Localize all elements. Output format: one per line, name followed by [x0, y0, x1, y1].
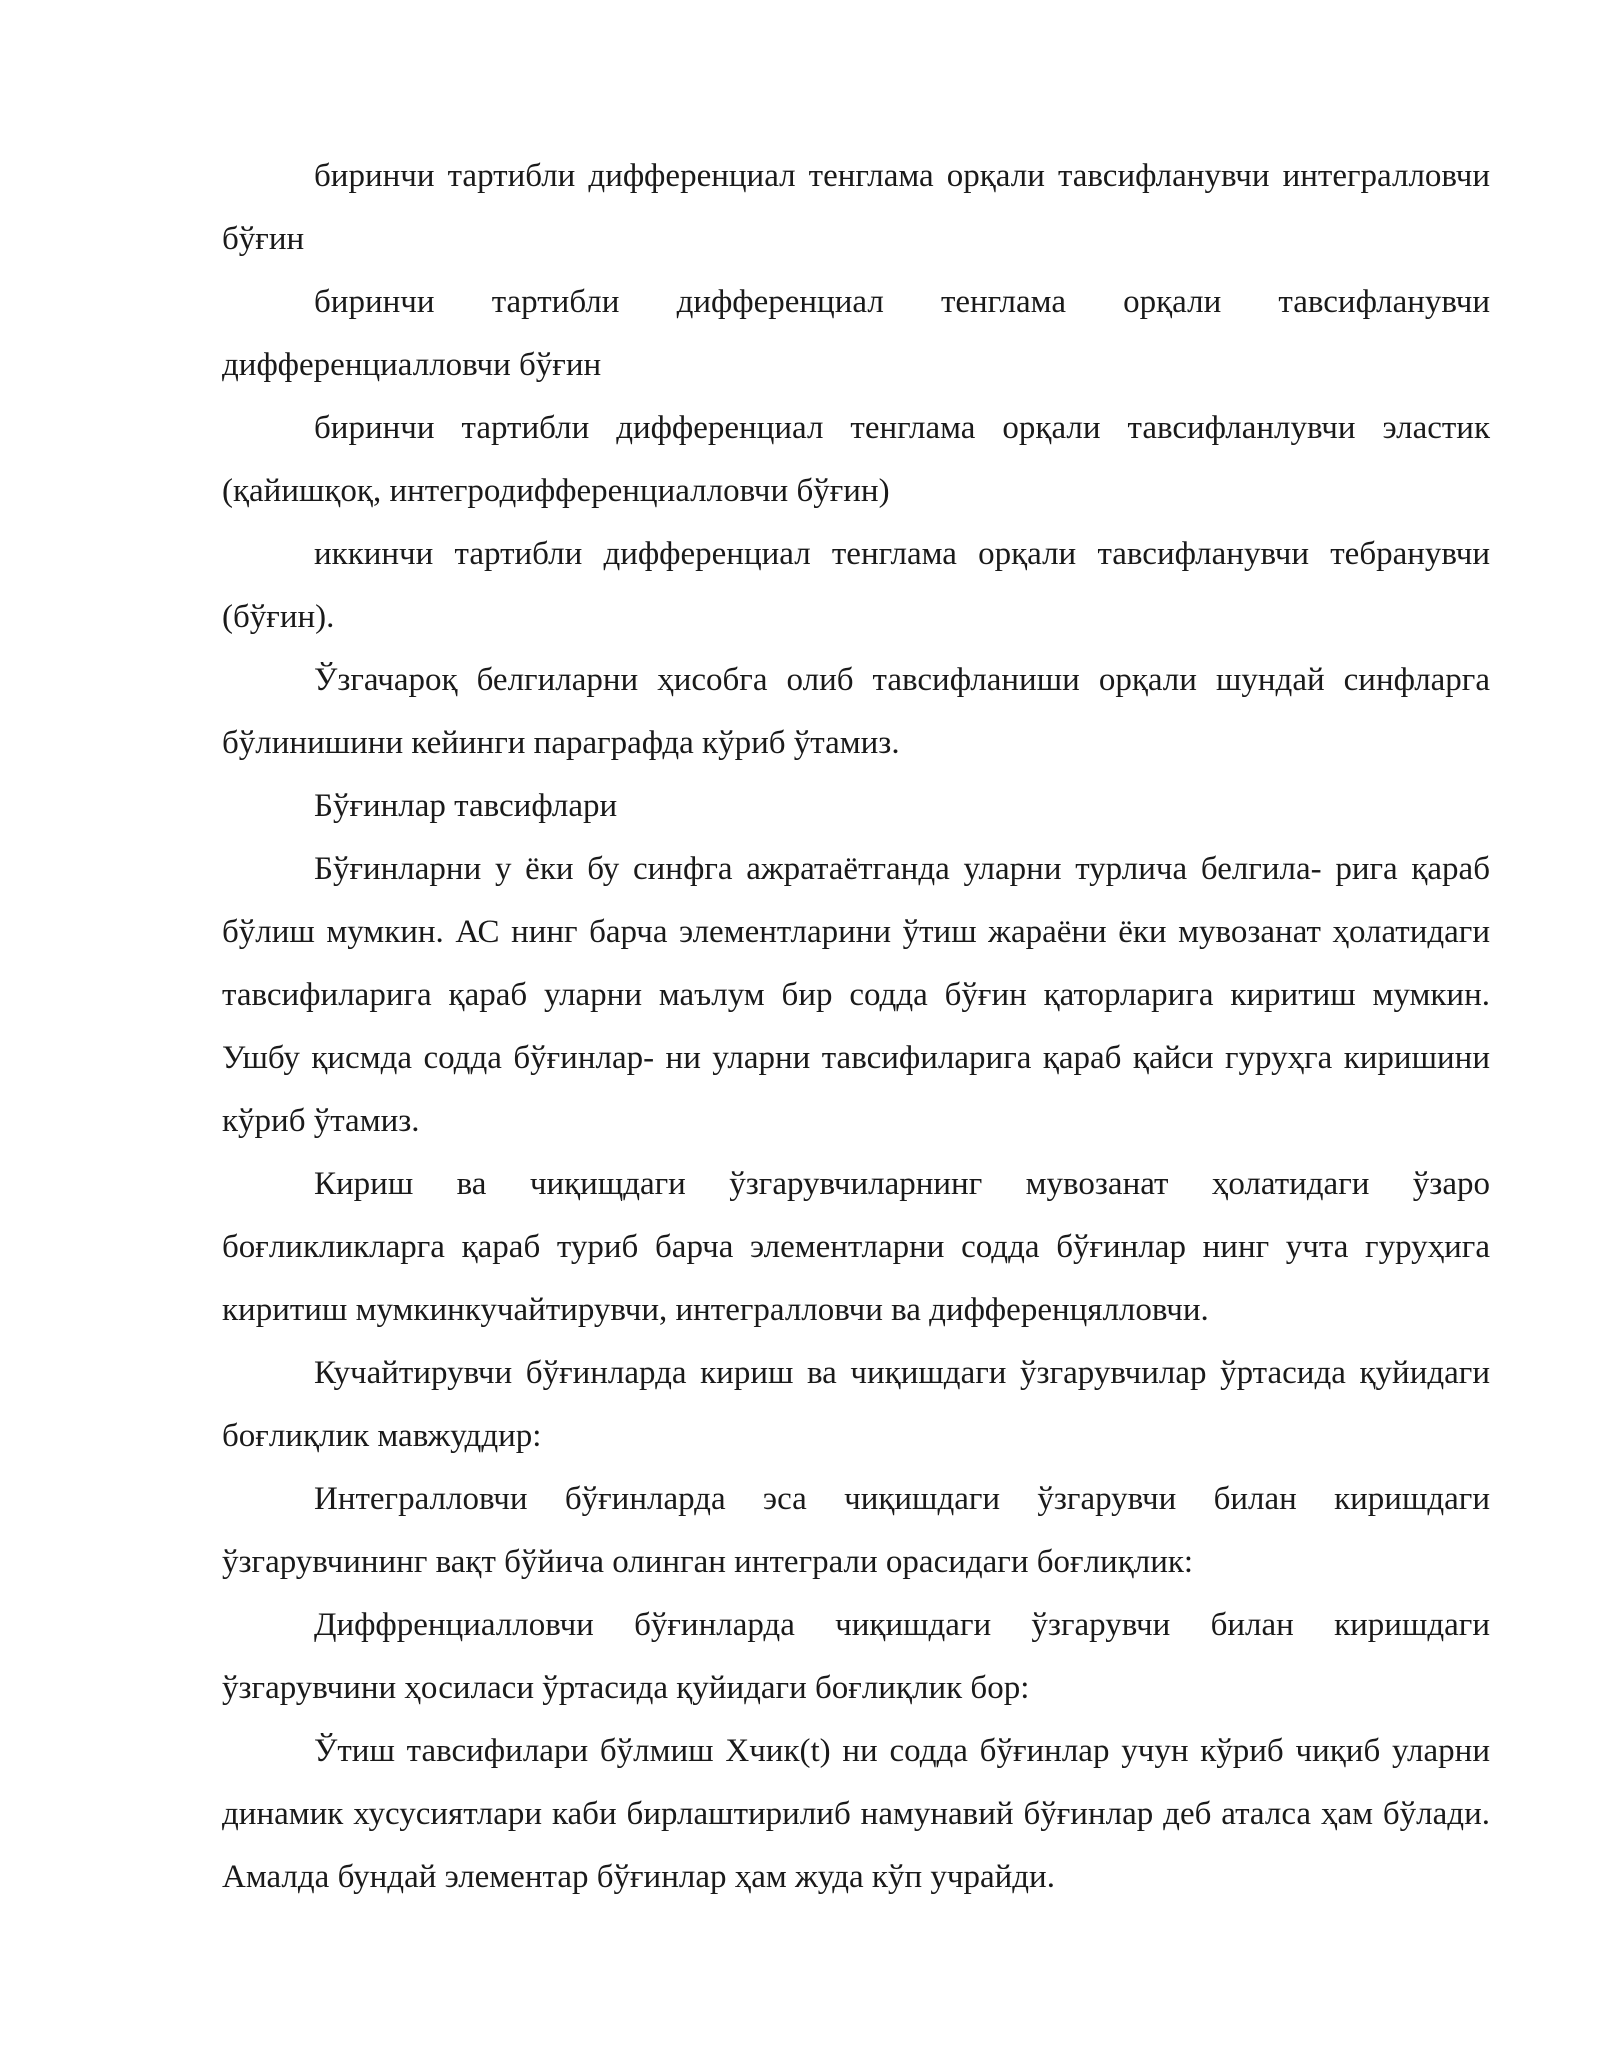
paragraph-links-intro: Бўғинларни у ёки бу синфга ажратаётганда уларни турлича белгила- рига қараб бўлиш мумкин. АС нинг барча элементларини ўтиш жараёни ёки мувозанат ҳолатидаги тавсифиларига қараб уларни маълум бир содда бўғин қаторларига киритиш мумкин. Ушбу қисмда содда бўғинлар- ни уларни тавсифиларига қараб қайси гуруҳга киришини кўриб ўтамиз.	[222, 851, 1490, 1139]
paragraph-three-groups: Кириш ва чиқищдаги ўзгарувчиларнинг мувозанат ҳолатидаги ўзаро боғликликларга қараб туриб барча элементларни содда бўғинлар нинг учта гуруҳига киритиш мумкинкучайтирувчи, интегралловчи ва дифференцялловчи.	[222, 1166, 1490, 1328]
paragraph-integrating-links: Интегралловчи бўғинларда эса чиқишдаги ўзгарувчи билан киришдаги ўзгарувчининг вақт бўйича олинган интеграли орасидаги боғлиқлик:	[222, 1481, 1490, 1580]
section-heading: Бўғинлар тавсифлари	[314, 788, 618, 824]
document-page	[222, 145, 1490, 1909]
paragraph-elastic-link: биринчи тартибли дифференциал тенглама орқали тавсифланлувчи эластик (қайишқоқ, интегродифференциалловчи бўғин)	[222, 410, 1490, 509]
paragraph-classification-note: Ўзгачароқ белгиларни ҳисобга олиб тавсифланиши орқали шундай синфларга бўлинишини кейинги параграфда кўриб ўтамиз.	[222, 662, 1490, 761]
paragraph-amplifying-links: Кучайтирувчи бўғинларда кириш ва чиқишдаги ўзгарувчилар ўртасида қуйидаги боғлиқлик мавжуддир:	[222, 1355, 1490, 1454]
paragraph-differentiating-link: биринчи тартибли дифференциал тенглама орқали тавсифланувчи дифференциалловчи бўғин	[222, 284, 1490, 383]
paragraph-differentiating-links: Диффренциалловчи бўғинларда чиқишдаги ўзгарувчи билан киришдаги ўзгарувчини ҳосиласи ўртасида қуйидаги боғлиқлик бор:	[222, 1607, 1490, 1706]
paragraph-transient-characteristics: Ўтиш тавсифилари бўлмиш Хчик(t) ни содда бўғинлар учун кўриб чиқиб уларни динамик хусусиятлари каби бирлаштирилиб намунавий бўғинлар деб аталса ҳам бўлади. Амалда бундай элементар бўғинлар ҳам жуда кўп учрайди.	[222, 1733, 1490, 1895]
paragraph-oscillating-link: иккинчи тартибли дифференциал тенглама орқали тавсифланувчи тебранувчи (бўғин).	[222, 536, 1490, 635]
paragraph-integrating-link: биринчи тартибли дифференциал тенглама орқали тавсифланувчи интегралловчи бўғин	[222, 158, 1490, 257]
